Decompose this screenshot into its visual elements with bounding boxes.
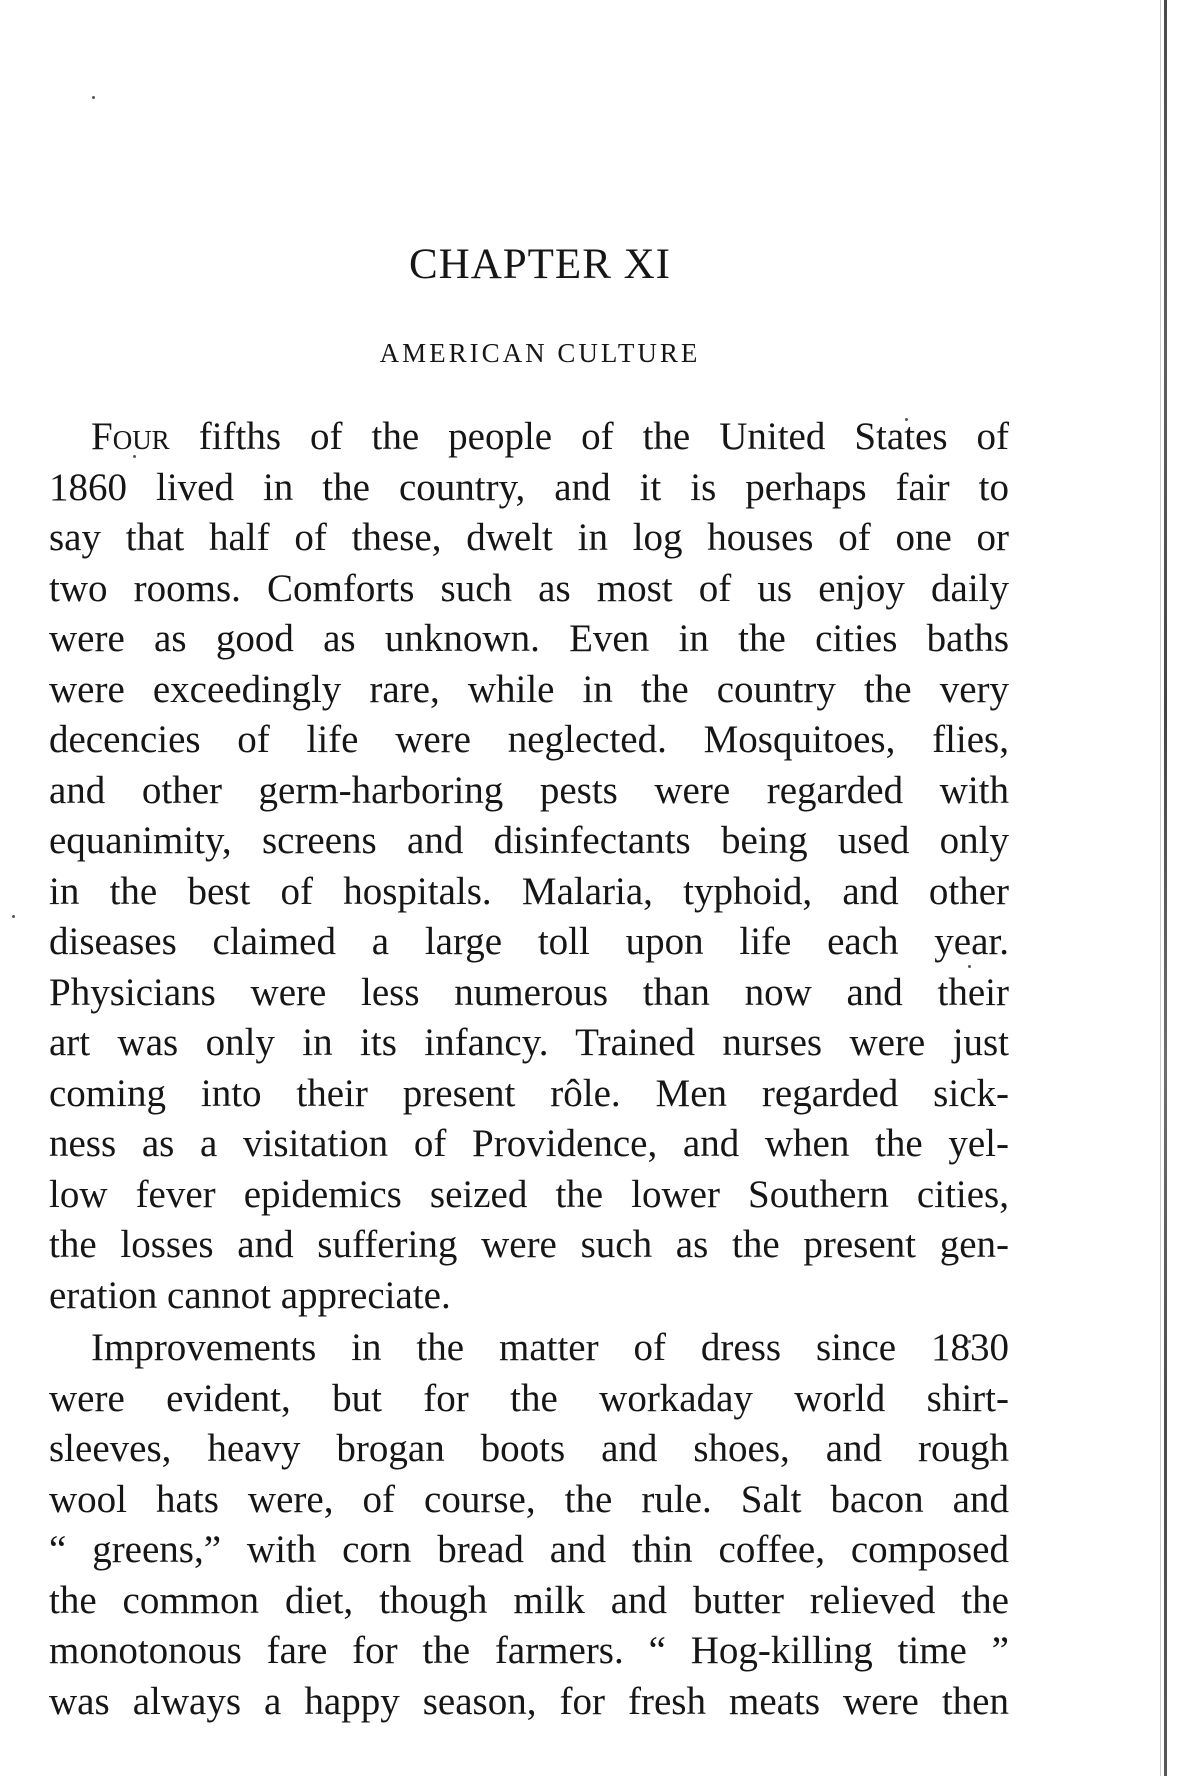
text-line: eration cannot appreciate. [49,1273,451,1317]
text-line: were as good as unknown. Even in the cities baths [49,617,1009,660]
text-line: were evident, but for the workaday world shirt- [49,1376,1009,1420]
text-line: two rooms. Comforts such as most of us enjoy daily [49,566,1009,610]
text-line: 1860 lived in the country, and it is perhaps fair to [49,465,1009,509]
text-line: in the best of hospitals. Malaria, typhoid, and other [49,869,1009,913]
print-speck [12,915,15,918]
text-line: the common diet, though milk and butter relieved the [49,1578,1009,1622]
text-line: “ greens,” with corn bread and thin coffee, composed [49,1528,1009,1571]
text-line: equanimity, screens and disinfectants being used only [49,819,1009,862]
chapter-subtitle: AMERICAN CULTURE [379,338,701,368]
text-line: decencies of life were neglected. Mosquitoes, flies, [49,718,1009,761]
chapter-body [49,412,1009,1727]
text-line: say that half of these, dwelt in log houses of one or [49,516,1009,559]
text-line: low fever epidemics seized the lower Southern cities, [49,1172,1009,1216]
text-line: the losses and suffering were such as the present gen- [49,1223,1009,1266]
text-line: Improvements in the matter of dress since 1830 [91,1326,1009,1369]
page-binding-shadow [1160,0,1161,1776]
text-line: ness as a visitation of Providence, and when the yel- [49,1122,1009,1165]
text-line: monotonous fare for the farmers. “ Hog-killing time ” [49,1629,1009,1672]
print-speck [92,96,95,99]
lead-word: Four [91,415,170,458]
chapter-title: CHAPTER XI [408,241,672,288]
text-line [49,412,1009,463]
line-text: fifths of the people of the United States of [198,415,1009,458]
text-line: wool hats were, of course, the rule. Salt bacon and [49,1477,1009,1521]
paragraph [49,412,1009,1321]
page-binding-edge [1164,0,1167,1776]
text-line: Physicians were less numerous than now and their [49,970,1009,1014]
text-line: coming into their present rôle. Men regarded sick- [49,1071,1009,1115]
paragraph [49,1323,1009,1727]
text-line: was always a happy season, for fresh meats were then [49,1679,1009,1723]
text-line: and other germ-harboring pests were regarded with [49,768,1009,812]
text-line: diseases claimed a large toll upon life each year. [49,920,1009,963]
text-line: art was only in its infancy. Trained nurses were just [49,1021,1009,1064]
text-line: sleeves, heavy brogan boots and shoes, and rough [49,1427,1009,1470]
text-line: were exceedingly rare, while in the country the very [49,667,1009,711]
